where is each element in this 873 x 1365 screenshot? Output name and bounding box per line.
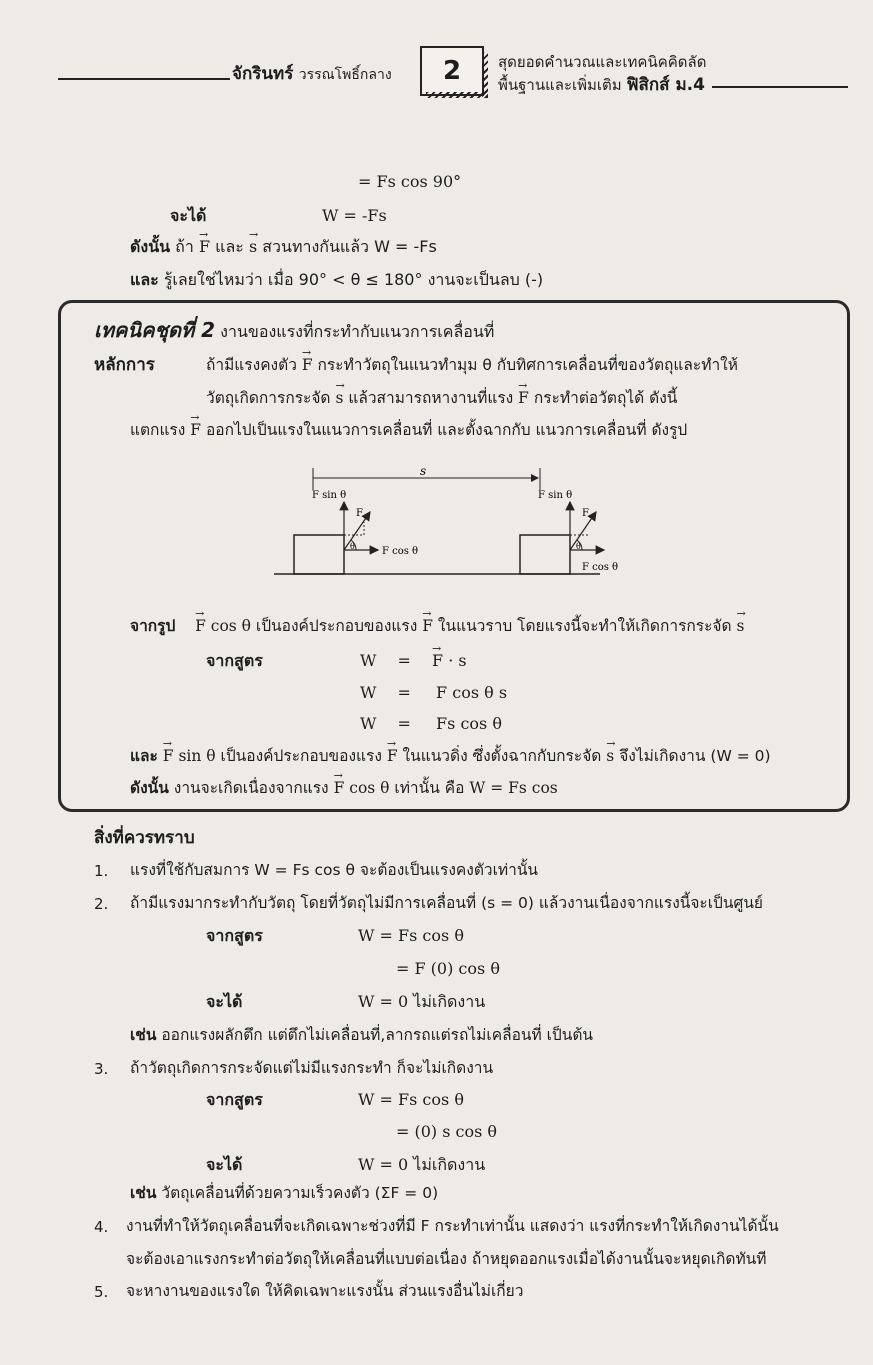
text: ถ้า [175, 237, 194, 256]
force-vector: → F [163, 746, 174, 766]
note-2-formula-1 [358, 926, 464, 946]
text: งานจะเกิดเนื่องจากแรง [173, 779, 329, 797]
label-and: และ [130, 270, 159, 289]
header-rule-right [712, 86, 848, 88]
theta-label-2: θ [576, 542, 581, 551]
intro-equation-2 [322, 206, 387, 226]
label-therefore: ดังนั้น [130, 237, 171, 256]
force-vector: → F [190, 420, 201, 440]
result-text: W = 0 ไม่เกิดงาน [358, 992, 486, 1011]
technique-formula-2 [360, 683, 507, 703]
note-3-result-label [206, 1155, 242, 1175]
label-therefore: ดังนั้น [130, 779, 169, 797]
text: รู้เลยใช่ไหมว่า เมื่อ 90° < θ ≤ 180° งานจะเป็นลบ (-) [163, 270, 544, 289]
note-3 [130, 1058, 493, 1078]
formula-text: = F (0) cos θ [396, 959, 500, 978]
label-from-formula: จากสูตร [206, 926, 263, 945]
intro-line-3 [130, 237, 437, 257]
page-number: 2 [442, 56, 462, 86]
text: ออกไปเป็นแรงในแนวการเคลื่อนที่ และตั้งฉากกับ แนวการเคลื่อนที่ ดังรูป [205, 421, 688, 439]
note-3-formula-1 [358, 1090, 464, 1110]
note-3-result [358, 1155, 485, 1175]
book-subject: ฟิสิกส์ ม.4 [626, 75, 705, 95]
formula-lhs: W [360, 651, 377, 670]
and-line [130, 746, 771, 766]
notes-heading-text: สิ่งที่ควรทราบ [94, 828, 195, 848]
label-then: จะได้ [206, 992, 243, 1011]
force-vector: → F [334, 778, 345, 798]
text: และ [215, 237, 244, 256]
label-from-figure: จากรูป [130, 617, 176, 635]
text: cos θ เป็นองค์ประกอบของแรง [210, 617, 418, 635]
technique-subtitle: งานของแรงที่กระทำกับแนวการเคลื่อนที่ [220, 322, 495, 341]
formula-eq: = [397, 683, 411, 702]
note-1 [130, 860, 538, 880]
note-text: ถ้าวัตถุเกิดการกระจัดแต่ไม่มีแรงกระทำ ก็จะไม่เกิดงาน [130, 1059, 494, 1077]
note-text: งานที่ทำให้วัตถุเคลื่อนที่จะเกิดเฉพาะช่วงที่มี F กระทำเท่านั้น แสดงว่า แรงที่กระทำให้เกิดงานได้นั้น [126, 1217, 779, 1235]
text: กระทำต่อวัตถุได้ ดังนี้ [533, 389, 678, 407]
intro-line-2 [170, 206, 206, 226]
label-from-formula: จากสูตร [206, 1090, 263, 1109]
note-4-number: 4. [94, 1218, 109, 1236]
note-2-result-label [206, 992, 242, 1012]
fsin-label-1: F sin θ [312, 490, 347, 501]
block-1 [294, 535, 344, 574]
technique-formula-1 [360, 651, 467, 671]
note-text: จะต้องเอาแรงกระทำต่อวัตถุให้เคลื่อนที่แบบต่อเนื่อง ถ้าหยุดออกแรงเมื่อได้งานนั้นจะหยุดเกิดทันที [126, 1250, 767, 1268]
note-3-formula-label [206, 1090, 263, 1110]
note-3-formula-2 [396, 1122, 497, 1142]
notes-heading [94, 828, 195, 848]
fcos-label-1: F cos θ [382, 546, 419, 557]
formula-rhs: → F · s [432, 651, 467, 671]
book-subtitle-text: พื้นฐานและเพิ่มเติม [498, 76, 622, 94]
displacement-vector: → s [335, 388, 343, 408]
header-rule-left [58, 78, 230, 80]
from-figure-line [130, 616, 745, 636]
technique-title: เทคนิคชุดที่ 2 [94, 318, 216, 342]
result-text: W = 0 ไม่เกิดงาน [358, 1155, 486, 1174]
formula-eq: = [397, 714, 411, 733]
example-text: วัตถุเคลื่อนที่ด้วยความเร็วคงตัว (ΣF = 0) [161, 1184, 439, 1202]
note-2-number: 2. [94, 895, 109, 913]
theta-label-1: θ [350, 542, 355, 551]
formula-rhs: Fs cos θ [436, 714, 502, 733]
force-vector: → F [195, 616, 206, 636]
label-then: จะได้ [206, 1155, 243, 1174]
author-name: จักรินทร์ [232, 64, 294, 84]
text: ในแนวดิ่ง ซึ่งตั้งฉากกับกระจัด [402, 747, 602, 765]
fsin-label-2: F sin θ [538, 490, 573, 501]
text: cos θ เท่านั้น คือ W = Fs cos [349, 779, 558, 797]
principle-label [94, 355, 155, 375]
text: วัตถุเกิดการกระจัด [206, 389, 331, 407]
note-2 [130, 893, 763, 913]
force-vector: → F [302, 355, 313, 375]
note-5-number: 5. [94, 1283, 109, 1301]
formula-lhs: W [360, 683, 377, 702]
f-label-1: F [356, 508, 363, 519]
note-text: ถ้ามีแรงมากระทำกับวัตถุ โดยที่วัตถุไม่มีการเคลื่อนที่ (s = 0) แล้วงานเนื่องจากแรงนี้จะเป็นศูนย์ [130, 894, 764, 912]
diagram-s-label: s [420, 464, 427, 478]
note-text: แรงที่ใช้กับสมการ W = Fs cos θ จะต้องเป็นแรงคงตัวเท่านั้น [130, 861, 539, 879]
principle-line-1 [206, 355, 738, 375]
label-and: และ [130, 747, 158, 765]
text: แล้วสามารถหางานที่แรง [348, 389, 514, 407]
note-2-formula-label [206, 926, 263, 946]
note-text: จะหางานของแรงใด ให้คิดเฉพาะแรงนั้น ส่วนแรงอื่นไม่เกี่ยว [126, 1282, 524, 1300]
f-label-2: F [582, 508, 589, 519]
formula-text: = (0) s cos θ [396, 1122, 498, 1141]
technique-formula-label [206, 651, 263, 671]
equation-text: = Fs cos 90° [358, 172, 462, 191]
text: ถ้ามีแรงคงตัว [206, 356, 297, 374]
force-vector: → F [387, 746, 398, 766]
book-title-line2 [498, 75, 705, 95]
note-4-line-1 [126, 1216, 779, 1236]
intro-equation-1 [358, 172, 461, 192]
force-vector: → F [422, 616, 433, 636]
text: กระทำวัตถุในแนวทำมุม θ กับทิศการเคลื่อนที่ของวัตถุและทำให้ [317, 356, 738, 374]
label-principle: หลักการ [94, 355, 155, 375]
principle-line-3 [130, 420, 687, 440]
force-vector: → F [199, 237, 210, 257]
technique-formula-3 [360, 714, 502, 734]
note-2-example [130, 1025, 593, 1045]
label-from-formula: จากสูตร [206, 651, 263, 670]
text: จึงไม่เกิดงาน (W = 0) [619, 747, 771, 765]
note-3-example [130, 1183, 438, 1203]
author-surname: วรรณโพธิ์กลาง [298, 67, 392, 83]
fcos-label-2: F cos θ [582, 562, 619, 573]
note-1-number: 1. [94, 862, 109, 880]
formula-text: W = Fs cos θ [358, 1090, 464, 1109]
displacement-vector: → s [249, 237, 257, 257]
technique-title-line [94, 320, 494, 342]
formula-lhs: W [360, 714, 377, 733]
text: แตกแรง [130, 421, 186, 439]
page-box-hatch-side [482, 52, 488, 98]
book-title-text: สุดยอดคำนวณและเทคนิคคิดลัด [498, 53, 707, 71]
text: ในแนวราบ โดยแรงนี้จะทำให้เกิดการกระจัด [437, 617, 732, 635]
example-text: ออกแรงผลักตึก แต่ตึกไม่เคลื่อนที่,ลากรถแต่รถไม่เคลื่อนที่ เป็นต้น [161, 1026, 594, 1044]
note-5 [126, 1281, 523, 1301]
intro-line-4 [130, 270, 543, 290]
displacement-vector: → s [737, 616, 745, 636]
formula-rhs: F cos θ s [436, 683, 508, 702]
label-example: เช่น [130, 1026, 157, 1044]
header-author [232, 64, 392, 85]
text: sin θ เป็นองค์ประกอบของแรง [178, 747, 382, 765]
book-title-line1 [498, 52, 706, 72]
text: สวนทางกันแล้ว W = -Fs [262, 237, 437, 256]
note-3-number: 3. [94, 1060, 109, 1078]
so-line [130, 778, 558, 798]
note-2-formula-2 [396, 959, 500, 979]
principle-line-2 [206, 388, 677, 408]
equation-text: W = -Fs [322, 206, 387, 225]
note-4-line-2 [126, 1249, 766, 1269]
block-2 [520, 535, 570, 574]
formula-text: W = Fs cos θ [358, 926, 464, 945]
label-example: เช่น [130, 1184, 157, 1202]
page-number-box [420, 46, 484, 96]
displacement-vector: → s [606, 746, 614, 766]
label-then: จะได้ [170, 206, 207, 225]
note-2-result [358, 992, 485, 1012]
page-box-hatch [426, 92, 488, 98]
force-vector: → F [518, 388, 529, 408]
force-decomposition-diagram [270, 460, 620, 588]
formula-eq: = [397, 651, 411, 670]
